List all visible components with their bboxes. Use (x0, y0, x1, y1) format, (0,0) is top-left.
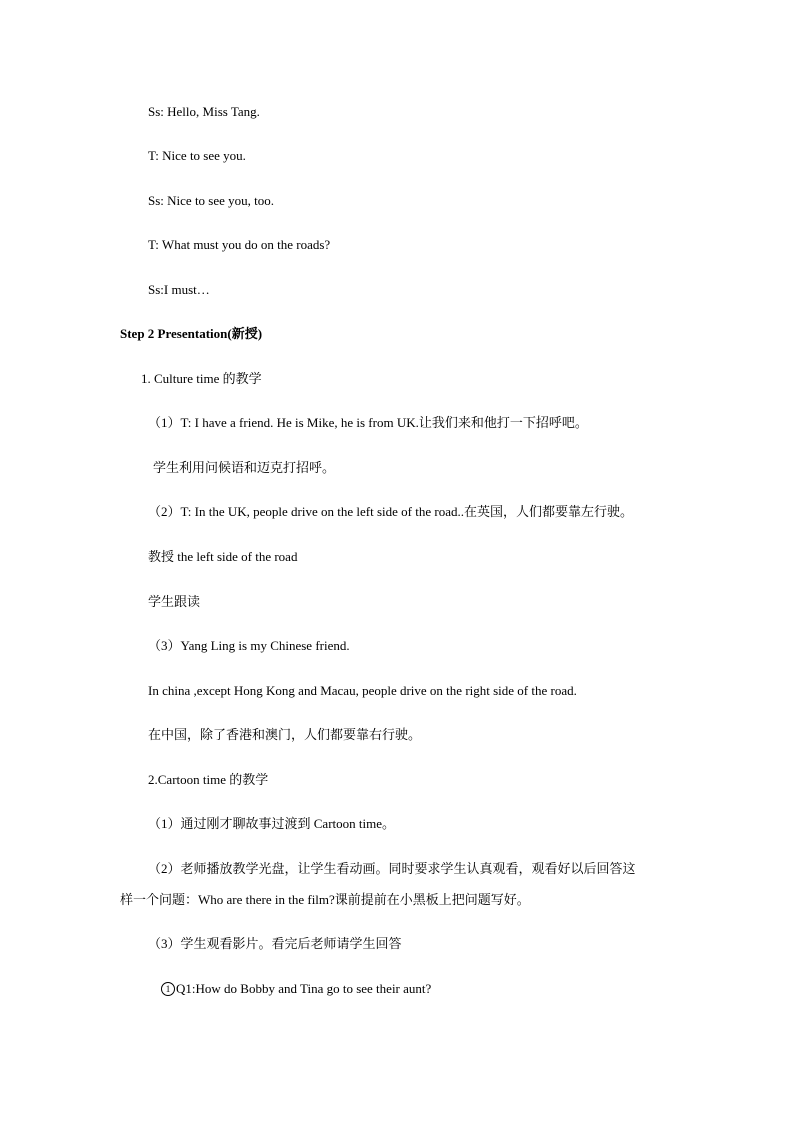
question-line (161, 980, 431, 998)
paragraph-line: （2）T: In the UK, people drive on the left side of the road..在英国，人们都要靠左行驶。 (148, 504, 633, 519)
paragraph-line: 在中国，除了香港和澳门，人们都要靠右行驶。 (148, 727, 422, 742)
dialogue-line: T: What must you do on the roads? (148, 237, 331, 252)
paragraph-line: （1）T: I have a friend. He is Mike, he is from UK.让我们来和他打一下招呼吧。 (148, 415, 588, 430)
paragraph-line: 样一个问题：Who are there in the film?课前提前在小黑板上把问题写好。 (120, 892, 530, 907)
dialogue-line: Ss: Hello, Miss Tang. (148, 104, 260, 119)
paragraph-line: 教授 the left side of the road (148, 549, 298, 564)
paragraph-line: 学生跟读 (148, 594, 201, 609)
paragraph-line: 学生利用问候语和迈克打招呼。 (153, 460, 336, 475)
subsection-title: 2.Cartoon time 的教学 (148, 772, 269, 787)
paragraph-line: （1）通过刚才聊故事过渡到 Cartoon time。 (148, 816, 395, 831)
paragraph-line: （3）学生观看影片。看完后老师请学生回答 (148, 936, 402, 951)
dialogue-line: T: Nice to see you. (148, 148, 246, 163)
dialogue-line: Ss: Nice to see you, too. (148, 193, 275, 208)
paragraph-line: （3）Yang Ling is my Chinese friend. (148, 638, 350, 653)
paragraph-line: In china ,except Hong Kong and Macau, people drive on the right side of the road. (148, 683, 577, 698)
question-text: Q1:How do Bobby and Tina go to see their aunt? (176, 981, 432, 996)
section-heading: Step 2 Presentation(新授) (120, 326, 263, 341)
circled-number-one-icon: 1 (161, 982, 175, 996)
dialogue-line: Ss:I must… (148, 282, 210, 297)
subsection-title: 1. Culture time 的教学 (141, 371, 262, 386)
paragraph-line: （2）老师播放教学光盘，让学生看动画。同时要求学生认真观看，观看好以后回答这 (148, 861, 636, 876)
